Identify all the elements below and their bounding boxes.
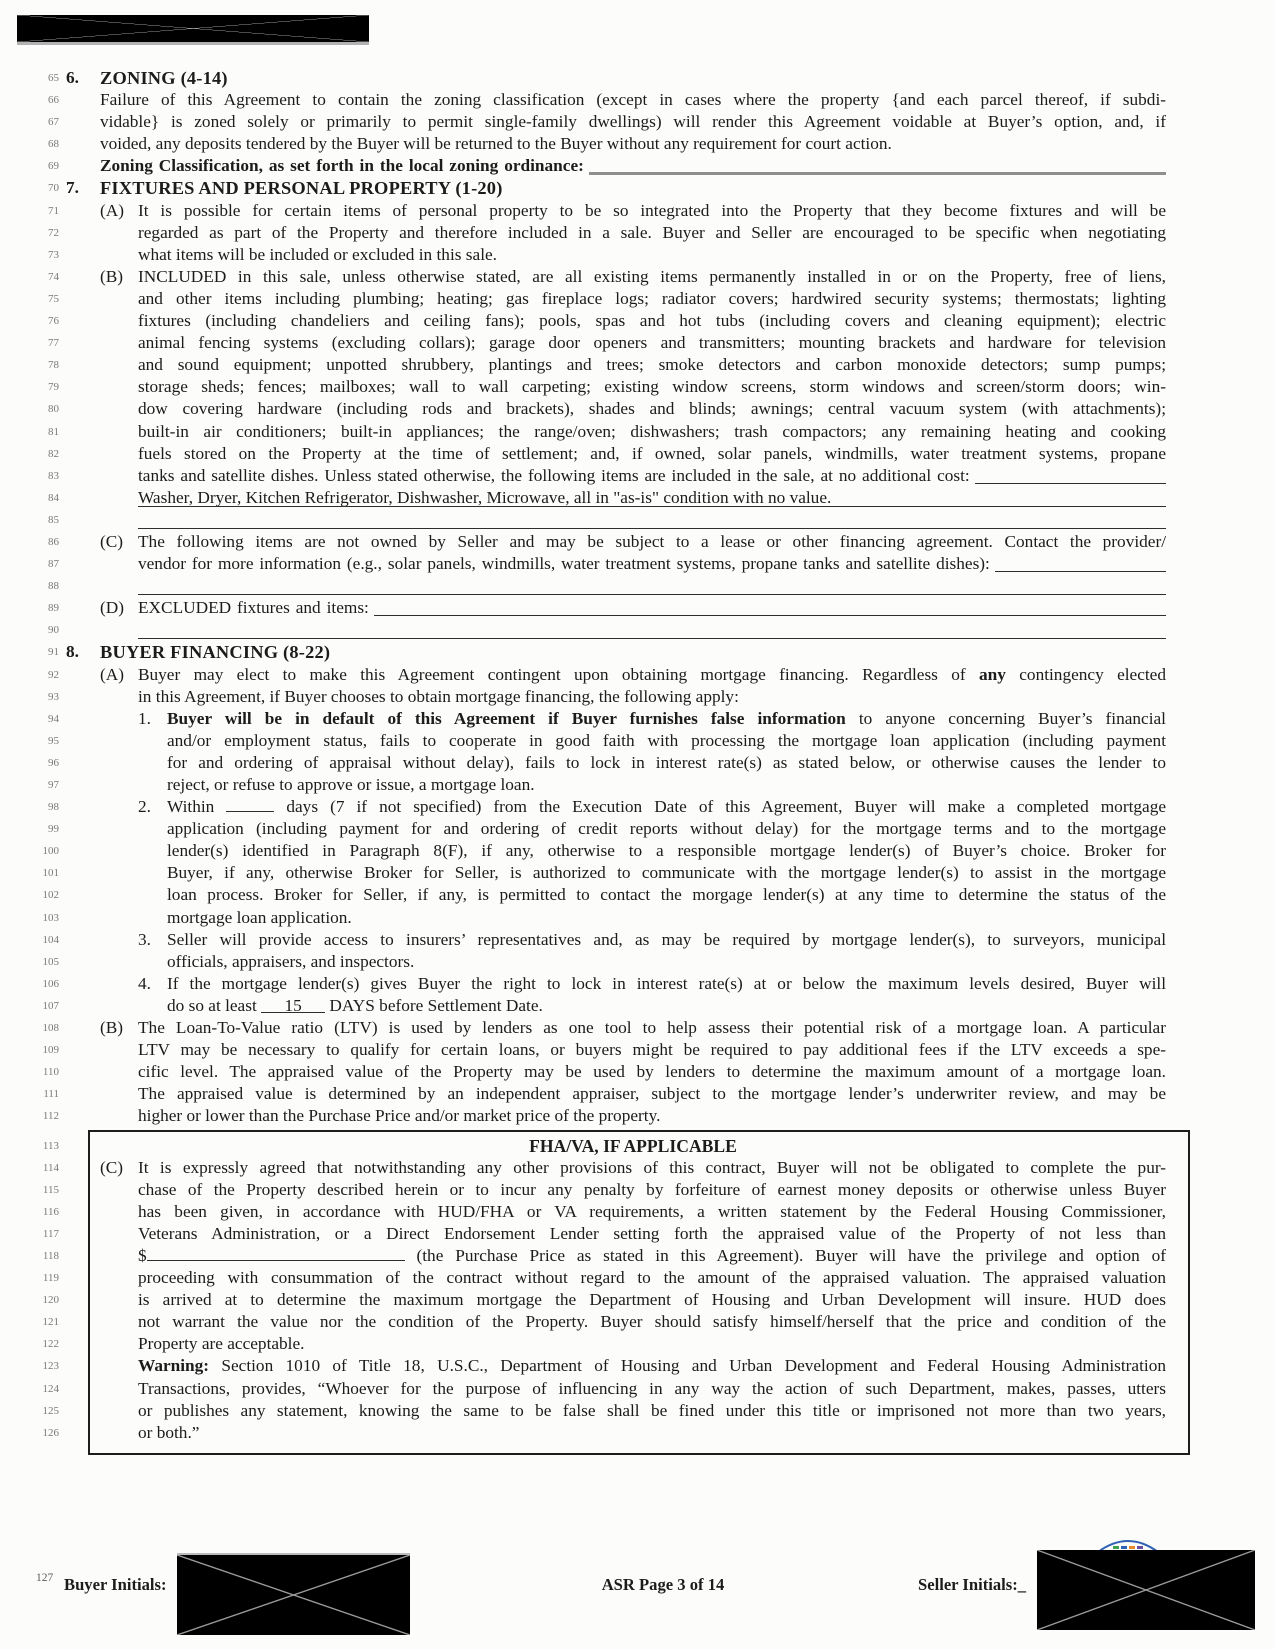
text-segment: vendor for more information (e.g., solar panels, windmills, water treatment systems, propane tanks and satellite dishes):	[138, 554, 990, 574]
blank-underline[interactable]	[995, 571, 1166, 572]
line-text	[138, 1245, 1166, 1267]
included-items-value	[48, 487, 1166, 509]
document-line	[42, 929, 1166, 951]
line-text	[138, 398, 1166, 420]
document-line	[48, 111, 1166, 133]
paragraph-marker: 1.	[138, 708, 151, 728]
text-segment: EXCLUDED fixtures and items:	[138, 598, 369, 618]
line-number: 94	[48, 712, 59, 725]
text-segment: or publishes any statement, knowing the same to be false shall be fined under this title or imprisoned not more than two years,	[138, 1400, 1166, 1420]
line-number: 73	[48, 248, 59, 261]
document-line	[48, 708, 1166, 730]
document-line	[48, 376, 1166, 398]
text-segment: Buyer, if any, otherwise Broker for Seller, is authorized to communicate with the mortgage lender(s) to assist in the mortgage	[167, 863, 1166, 883]
line-number: 107	[42, 999, 59, 1012]
text-segment: If the mortgage lender(s) gives Buyer the right to lock in interest rate(s) at or below the maximum levels desired, Buyer will	[167, 973, 1166, 993]
line-text	[100, 68, 228, 88]
line-number: 126	[42, 1426, 59, 1439]
line-number: 112	[42, 1110, 59, 1123]
line-text	[138, 443, 1166, 465]
line-text	[138, 531, 1166, 553]
paragraph-marker: 3.	[138, 929, 151, 949]
line-number: 124	[42, 1382, 59, 1395]
paragraph-marker: (B)	[100, 266, 124, 286]
line-text	[100, 89, 1166, 111]
line-text	[138, 1083, 1166, 1105]
text-segment: do so at least	[167, 995, 262, 1015]
text-segment: mortgage loan application.	[167, 907, 352, 927]
text-segment: vidable} is zoned solely or primarily to permit single-family dwellings) will render this Agreement voidable at Buyer’s option, and, if	[100, 112, 1166, 132]
leased-items-field	[48, 553, 1166, 575]
text-segment: fixtures (including chandeliers and ceiling fans); pools, spas and hot tubs (including covers and cleaning equipment); electric	[138, 311, 1166, 331]
document-line	[42, 862, 1166, 884]
appraised-value-amount-blank[interactable]	[147, 1245, 405, 1261]
text-segment: Zoning Classification, as set forth in the local zoning ordinance:	[100, 156, 584, 176]
line-text	[138, 288, 1166, 310]
mortgage-application-days-blank[interactable]	[226, 796, 274, 812]
line-text	[138, 1423, 199, 1442]
line-text	[138, 1400, 1166, 1422]
document-line	[48, 354, 1166, 376]
page-footer	[0, 1535, 1275, 1645]
redacted-buyer-initials-box	[177, 1553, 410, 1635]
document-line	[42, 1017, 1166, 1039]
text-segment: FHA/VA, IF APPLICABLE	[529, 1135, 737, 1156]
text-segment: Buyer may elect to make this Agreement contingent upon obtaining mortgage financing. Regardless of	[138, 664, 979, 684]
document-line	[48, 641, 1166, 663]
document-line	[42, 1157, 1166, 1179]
line-number: 125	[42, 1404, 59, 1417]
document-line	[48, 796, 1166, 818]
line-text	[167, 818, 1166, 840]
excluded-items-blank-line[interactable]	[48, 619, 1166, 641]
text-segment: DAYS before Settlement Date.	[325, 995, 543, 1015]
line-text	[167, 752, 1166, 774]
text-segment: any	[979, 664, 1006, 684]
line-number: 102	[42, 889, 59, 902]
text-segment: proceeding with consummation of the contract without regard to the amount of the appraised valuation. The appraised valuation	[138, 1268, 1166, 1288]
text-segment: and other items including plumbing; heating; gas fireplace logs; radiator covers; hardwired security systems; thermostats; lighting	[138, 288, 1166, 308]
line-text	[167, 908, 352, 927]
line-number: 75	[48, 292, 59, 305]
document-line	[42, 1267, 1166, 1289]
document-line	[42, 995, 1166, 1017]
redacted-seller-initials-box	[1037, 1550, 1255, 1630]
line-number: 76	[48, 315, 59, 328]
line-number: 116	[42, 1205, 59, 1218]
line-number: 88	[48, 580, 59, 593]
line-number: 111	[43, 1088, 59, 1101]
line-text	[167, 929, 1166, 951]
line-text	[138, 1039, 1166, 1061]
line-number: 79	[48, 381, 59, 394]
document-line	[42, 1223, 1166, 1245]
line-text	[138, 310, 1166, 332]
text-segment: (the Purchase Price as stated in this Agreement). Buyer will have the privilege and option of	[404, 1245, 1166, 1265]
paragraph-marker: (A)	[100, 200, 124, 220]
line-text	[138, 1355, 1166, 1377]
text-segment: The appraised value is determined by an independent appraiser, subject to the mortgage lender’s underwriter review, and may be	[138, 1084, 1166, 1104]
line-number: 105	[42, 955, 59, 968]
document-line	[43, 1083, 1166, 1105]
document-line	[48, 222, 1166, 244]
line-number: 71	[48, 204, 59, 217]
document-line	[48, 266, 1166, 288]
line-number: 70	[48, 182, 59, 195]
document-line	[42, 1039, 1166, 1061]
text-segment: Washer, Dryer, Kitchen Refrigerator, Dishwasher, Microwave, all in "as-is" condition with no value.	[138, 487, 832, 507]
document-line	[48, 288, 1166, 310]
line-text	[167, 730, 1166, 752]
document-line	[42, 1105, 1166, 1127]
text-segment: application (including payment for and ordering of credit reports without delay) for the mortgage terms and to the mortgage	[167, 819, 1166, 839]
leased-items-blank-line[interactable]	[48, 575, 1166, 597]
document-line	[48, 89, 1166, 111]
line-text	[138, 1311, 1166, 1333]
line-number: 115	[42, 1183, 59, 1196]
text-segment: tanks and satellite dishes. Unless stated otherwise, the following items are included in the sale, at no additional cost:	[138, 465, 970, 485]
line-text	[138, 553, 990, 575]
blank-underline[interactable]	[374, 615, 1166, 616]
text-segment: LTV may be necessary to qualify for certain loans, or buyers might be required to pay additional fees if the LTV exceeds a spe-	[138, 1040, 1166, 1060]
line-number: 109	[42, 1044, 59, 1057]
line-text	[138, 1201, 1166, 1223]
line-number: 65	[48, 72, 59, 84]
line-text	[138, 354, 1166, 376]
line-text	[138, 1106, 660, 1125]
line-number: 106	[42, 977, 59, 990]
text-segment: ZONING (4-14)	[100, 68, 228, 88]
document-line	[42, 1311, 1166, 1333]
line-number: 113	[42, 1139, 59, 1152]
text-segment: what items will be included or excluded in this sale.	[138, 244, 497, 264]
line-text	[138, 1157, 1166, 1179]
document-line	[48, 531, 1166, 553]
line-number: 121	[42, 1316, 59, 1329]
line-text	[167, 708, 1166, 730]
included-items-blank-line[interactable]	[48, 509, 1166, 531]
text-segment: and sound equipment; unpotted shrubbery, plantings and trees; smoke detectors and carbon monoxide detectors; sump pumps;	[138, 355, 1166, 375]
text-segment: Within	[167, 797, 227, 817]
line-text	[138, 664, 1166, 686]
text-segment: voided, any deposits tendered by the Buyer will be returned to the Buyer without any requirement for court action.	[100, 134, 892, 154]
document-line	[42, 907, 1166, 929]
paragraph-marker: 6.	[66, 68, 79, 87]
redacted-stamp-box	[17, 15, 369, 45]
line-text	[138, 1289, 1166, 1311]
document-line	[42, 1179, 1166, 1201]
line-number: 100	[42, 845, 59, 858]
line-number: 104	[42, 933, 59, 946]
line-text	[167, 973, 1166, 995]
text-segment: lender(s) identified in Paragraph 8(F), if any, otherwise to a responsible mortgage lender(s) of Buyer’s choice. Broker for	[167, 841, 1166, 861]
line-text	[138, 332, 1166, 354]
text-segment: It is expressly agreed that notwithstanding any other provisions of this contract, Buyer will not be obligated to complete the pur-	[138, 1157, 1166, 1177]
line-number: 86	[48, 535, 59, 548]
document-line	[48, 67, 1166, 89]
line-text	[167, 796, 1166, 818]
line-number: 117	[42, 1227, 59, 1240]
text-segment: for and ordering of appraisal without delay), fails to lock in interest rate(s) as stated below, or otherwise causes the lender to	[167, 752, 1166, 772]
zoning-classification-field	[48, 155, 1166, 177]
line-number: 99	[48, 823, 59, 836]
document-line	[48, 686, 1166, 708]
paragraph-marker: (B)	[100, 1018, 124, 1038]
document-line	[48, 244, 1166, 266]
line-number: 69	[48, 160, 59, 173]
line-text	[167, 840, 1166, 862]
text-segment: BUYER FINANCING (8-22)	[100, 642, 331, 663]
line-number: 114	[42, 1161, 59, 1174]
text-segment: loan process. Broker for Seller, if any, is permitted to contact the morgage lender(s) at any time to determine the status of the	[167, 885, 1166, 905]
fha-va-box	[42, 1130, 1190, 1455]
text-segment: Transactions, provides, “Whoever for the purpose of influencing in any way the action of such Department, makes, passes, utters	[138, 1378, 1166, 1398]
line-number: 81	[48, 425, 59, 438]
document-line	[42, 1355, 1166, 1377]
line-number: 66	[48, 94, 59, 107]
line-text	[138, 266, 1166, 288]
document-line	[42, 1400, 1166, 1422]
document-line	[48, 133, 1166, 155]
line-text	[138, 1017, 1166, 1039]
text-segment: chase of the Property described herein or to incur any penalty by forfeiture of earnest money deposits or otherwise unless Buyer	[138, 1179, 1166, 1199]
line-text	[138, 488, 831, 507]
text-segment: animal fencing systems (excluding collars); garage door openers and transmitters; mounting brackets and hardware for television	[138, 333, 1166, 353]
line-text	[138, 597, 369, 619]
line-number: 89	[48, 602, 59, 615]
line-number: 118	[42, 1249, 59, 1262]
text-segment: higher or lower than the Purchase Price and/or market price of the property.	[138, 1106, 661, 1126]
text-segment: Veterans Administration, or a Direct Endorsement Lender setting forth the appraised value of the Property of not less than	[138, 1223, 1166, 1243]
text-segment: fuels stored on the Property at the time of settlement; and, if owned, solar panels, windmills, water treatment systems, propane	[138, 443, 1166, 463]
text-segment: Warning:	[138, 1356, 210, 1376]
line-number: 96	[48, 756, 59, 769]
line-number: 97	[48, 779, 59, 791]
line-number: 95	[48, 734, 59, 747]
line-text	[138, 1378, 1166, 1400]
excluded-items-field	[48, 597, 1166, 619]
line-number: 78	[48, 359, 59, 372]
text-segment: to anyone concerning Buyer’s financial	[845, 708, 1166, 728]
document-line	[42, 840, 1166, 862]
paragraph-marker: (C)	[100, 531, 124, 551]
text-segment: days (7 if not specified) from the Execution Date of this Agreement, Buyer will make a completed mortgage	[274, 797, 1166, 817]
document-line	[42, 1245, 1166, 1267]
page-number-label: ASR Page 3 of 14	[601, 1575, 725, 1594]
paragraph-marker: 4.	[138, 973, 151, 993]
text-segment: Property are acceptable.	[138, 1334, 305, 1354]
text-segment: in this Agreement, if Buyer chooses to obtain mortgage financing, the following apply:	[138, 686, 739, 706]
document-line	[48, 730, 1166, 752]
text-segment: not warrant the value nor the condition of the Property. Buyer should satisfy himself/herself that the price and condition of the	[138, 1312, 1166, 1332]
line-text	[167, 884, 1166, 906]
line-number: 103	[42, 911, 59, 924]
line-text	[100, 1135, 1166, 1157]
line-text	[138, 222, 1166, 244]
text-segment: INCLUDED in this sale, unless otherwise stated, are all existing items permanently installed in or on the Property, free of liens,	[138, 266, 1166, 286]
document-line	[42, 1289, 1166, 1311]
line-number: 98	[48, 801, 59, 814]
line-number: 123	[42, 1360, 59, 1373]
line-number: 68	[48, 138, 59, 151]
line-number: 85	[48, 513, 59, 526]
line-text	[138, 1061, 1166, 1083]
document-line	[48, 421, 1166, 443]
line-number: 77	[48, 337, 59, 350]
document-line	[48, 443, 1166, 465]
document-line	[42, 1061, 1166, 1083]
line-text	[138, 1334, 304, 1353]
text-segment: Buyer will be in default of this Agreement if Buyer furnishes false information	[167, 708, 846, 728]
line-number: 93	[48, 690, 59, 703]
text-segment: cific level. The appraised value of the Property may be used by lenders to determine the maximum amount of a mortgage loan.	[138, 1062, 1166, 1082]
line-number: 80	[48, 403, 59, 416]
line-number: 74	[48, 270, 59, 283]
text-segment: officials, appraisers, and inspectors.	[167, 951, 415, 971]
text-segment: dow covering hardware (including rods and brackets), shades and blinds; awnings; central vacuum system (with attachments);	[138, 399, 1166, 419]
line-number: 90	[48, 624, 59, 637]
text-segment: Failure of this Agreement to contain the zoning classification (except in cases where the property {and each parcel thereof, if subdi-	[100, 90, 1166, 110]
buyer-initials-label: Buyer Initials:	[64, 1575, 167, 1594]
document-line	[42, 1201, 1166, 1223]
text-segment: It is possible for certain items of personal property to be so integrated into the Property that they become fixtures and will be	[138, 200, 1166, 220]
document-line	[42, 1378, 1166, 1400]
document-line	[48, 774, 1166, 796]
text-segment: Section 1010 of Title 18, U.S.C., Department of Housing and Urban Development and Federal Housing Administration	[209, 1356, 1166, 1376]
line-number: 87	[48, 558, 59, 571]
document-line	[48, 664, 1166, 686]
line-number: 67	[48, 116, 59, 129]
line-text	[167, 996, 543, 1015]
paragraph-marker: (D)	[100, 598, 124, 618]
document-line	[42, 973, 1166, 995]
text-segment: Seller will provide access to insurers’ representatives and, as may be required by mortgage lender(s), to surveyors, municipal	[167, 929, 1166, 949]
text-segment: FIXTURES AND PERSONAL PROPERTY (1-20)	[100, 178, 503, 199]
text-segment: storage sheds; fences; mailboxes; wall to wall carpeting; existing window screens, storm windows and screen/storm doors; win-	[138, 377, 1166, 397]
line-text	[138, 1179, 1166, 1201]
document-line	[48, 200, 1166, 222]
seller-initials-label: Seller Initials:_	[918, 1575, 1027, 1594]
line-text	[167, 775, 535, 794]
line-text	[138, 376, 1166, 398]
text-segment: has been given, in accordance with HUD/FHA or VA requirements, a written statement by the Federal Housing Commissioner,	[138, 1201, 1166, 1221]
text-segment: $	[138, 1245, 147, 1265]
line-number: 82	[48, 447, 59, 460]
document-line	[48, 310, 1166, 332]
line-text	[100, 134, 892, 153]
line-number: 127	[36, 1572, 54, 1584]
included-items-field	[48, 465, 1166, 487]
document-line	[42, 884, 1166, 906]
line-text	[138, 687, 739, 706]
line-number: 72	[48, 226, 59, 239]
line-number: 122	[42, 1338, 59, 1351]
text-segment: contingency elected	[1005, 664, 1166, 684]
line-number: 120	[42, 1294, 59, 1307]
line-number: 119	[42, 1272, 59, 1285]
line-number: 110	[42, 1066, 59, 1079]
document-line	[48, 398, 1166, 420]
paragraph-marker: (C)	[100, 1157, 124, 1177]
line-number: 84	[48, 491, 59, 504]
line-text	[138, 421, 1166, 443]
line-number: 91	[48, 646, 59, 659]
paragraph-marker: 2.	[138, 797, 151, 817]
paragraph-marker: 7.	[66, 178, 79, 198]
text-segment: regarded as part of the Property and therefore included in a sale. Buyer and Seller are encouraged to be specific when negotiating	[138, 222, 1166, 242]
document-line	[48, 818, 1166, 840]
document-line	[42, 1422, 1166, 1444]
document-line	[48, 177, 1166, 199]
blank-underline[interactable]	[589, 172, 1166, 175]
paragraph-marker: (A)	[100, 664, 124, 684]
document-body	[42, 67, 1166, 1455]
line-text	[138, 245, 497, 264]
line-text	[167, 952, 414, 971]
line-text	[138, 1223, 1166, 1245]
line-text	[100, 178, 503, 198]
line-number: 92	[48, 668, 59, 681]
line-number: 101	[42, 867, 59, 880]
line-text	[138, 200, 1166, 222]
document-line	[42, 1333, 1166, 1355]
document-line	[42, 1135, 1166, 1157]
document-line	[42, 951, 1166, 973]
text-segment: built-in air conditioners; built-in appliances; the range/oven; dishwashers; trash compactors; any remaining heating and cooking	[138, 421, 1166, 441]
line-text	[138, 465, 970, 487]
text-segment: reject, or refuse to approve or issue, a mortgage loan.	[167, 775, 535, 794]
text-segment: The Loan-To-Value ratio (LTV) is used by lenders as one tool to help assess their potential risk of a mortgage loan. A particular	[138, 1018, 1166, 1038]
document-line	[48, 752, 1166, 774]
line-number: 83	[48, 469, 59, 482]
line-text	[138, 1267, 1166, 1289]
line-text	[100, 111, 1166, 133]
paragraph-marker: 8.	[66, 642, 79, 662]
line-text	[100, 155, 584, 177]
text-segment: The following items are not owned by Seller and may be subject to a lease or other financing agreement. Contact the provider/	[138, 531, 1166, 551]
document-line	[48, 332, 1166, 354]
line-number: 108	[42, 1022, 59, 1035]
line-text	[167, 862, 1166, 884]
text-segment: is arrived at to determine the maximum mortgage the Department of Housing and Urban Development will insure. HUD does	[138, 1290, 1166, 1310]
lock-in-days-value[interactable]: 15	[261, 997, 325, 1013]
text-segment: and/or employment status, fails to cooperate in good faith with processing the mortgage loan application (including payment	[167, 730, 1166, 750]
blank-underline[interactable]	[975, 483, 1166, 484]
text-segment: or both.”	[138, 1422, 200, 1442]
line-text	[100, 642, 330, 662]
